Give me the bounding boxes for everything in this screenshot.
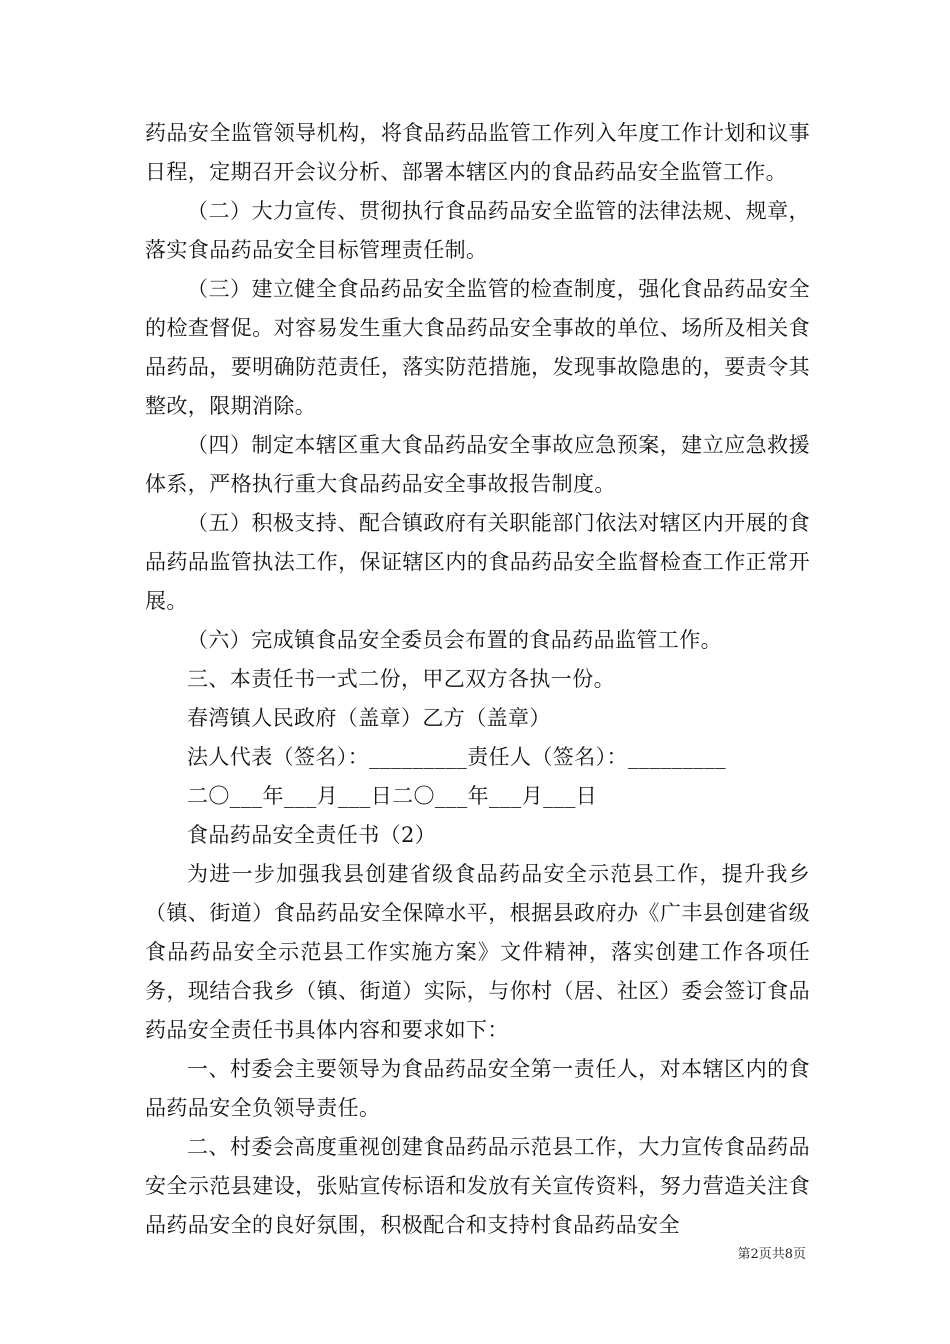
paragraph: 药品安全监管领导机构，将食品药品监管工作列入年度工作计划和议事日程，定期召开会议分析、部署本辖区内的食品药品安全监管工作。 <box>145 121 810 184</box>
page-number: 第2页共8页 <box>737 1247 806 1262</box>
paragraph: 二、村委会高度重视创建食品药品示范县工作，大力宣传食品药品安全示范县建设，张贴宣传标语和发放有关宣传资料，努力营造关注食品药品安全的良好氛围，积极配合和支持村食品药品安全 <box>145 1135 810 1237</box>
section-title: 食品药品安全责任书（2） <box>187 823 437 847</box>
paragraph: （三）建立健全食品药品安全监管的检查制度，强化食品药品安全的检查督促。对容易发生重大食品药品安全事故的单位、场所及相关食品药品，要明确防范责任，落实防范措施，发现事故隐患的，要责令其整改，限期消除。 <box>145 277 810 418</box>
signature-parties: 春湾镇人民政府（盖章）乙方（盖章） <box>187 706 551 730</box>
paragraph: （六）完成镇食品安全委员会布置的食品药品监管工作。 <box>187 628 722 652</box>
paragraph: 三、本责任书一式二份，甲乙双方各执一份。 <box>187 667 615 691</box>
paragraph: （五）积极支持、配合镇政府有关职能部门依法对辖区内开展的食品药品监管执法工作，保证辖区内的食品药品安全监督检查工作正常开展。 <box>145 511 810 613</box>
signature-lines: 法人代表（签名）：_________责任人（签名）：_________ <box>187 745 726 769</box>
paragraph: （四）制定本辖区重大食品药品安全事故应急预案，建立应急救援体系，严格执行重大食品药品安全事故报告制度。 <box>145 433 810 496</box>
paragraph: 为进一步加强我县创建省级食品药品安全示范县工作，提升我乡（镇、街道）食品药品安全保障水平，根据县政府办《广丰县创建省级食品药品安全示范县工作实施方案》文件精神，落实创建工作各项任务，现结合我乡（镇、街道）实际，与你村（居、社区）委会签订食品药品安全责任书具体内容和要求如下： <box>145 862 810 1042</box>
document-body <box>145 114 810 1245</box>
paragraph: （二）大力宣传、贯彻执行食品药品安全监管的法律法规、规章，落实食品药品安全目标管理责任制。 <box>145 199 810 262</box>
date-lines: 二〇___年___月___日二〇___年___月___日 <box>187 784 598 808</box>
paragraph: 一、村委会主要领导为食品药品安全第一责任人，对本辖区内的食品药品安全负领导责任。 <box>145 1057 810 1120</box>
